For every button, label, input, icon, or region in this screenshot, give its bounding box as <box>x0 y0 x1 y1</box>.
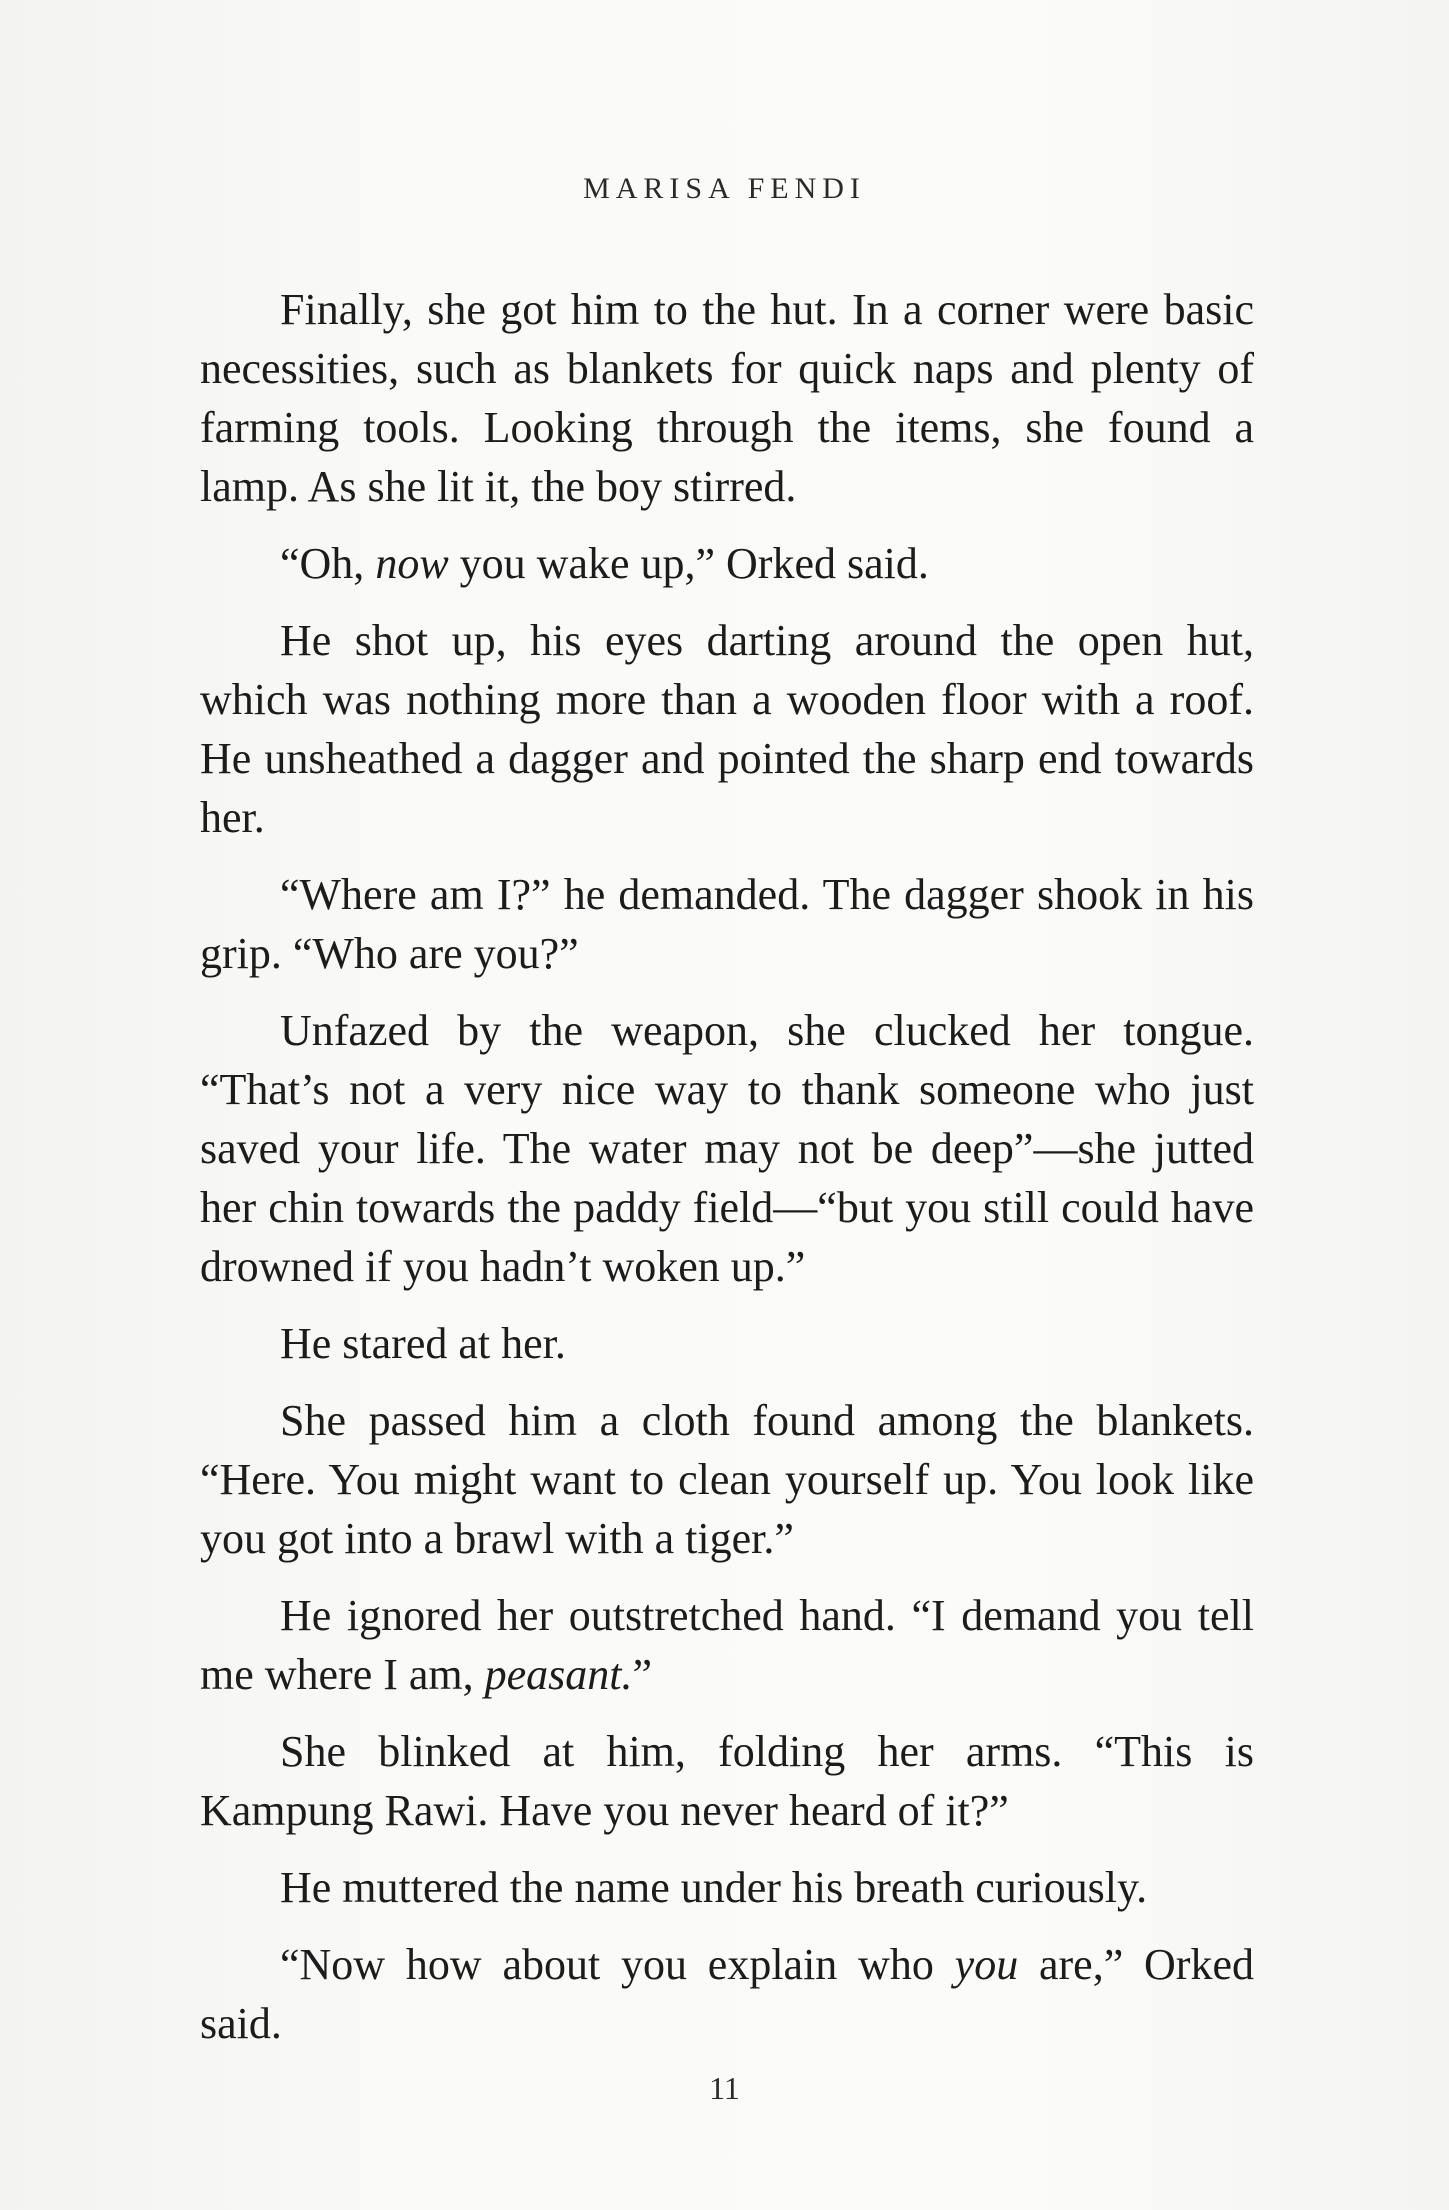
text-run: He muttered the name under his breath curiously. <box>280 1863 1148 1912</box>
paragraph-4 <box>200 865 1254 983</box>
text-run: Finally, she got him to the hut. In a corner were basic necessities, such as blankets for quick naps and plenty of farming tools. Looking through the items, she found a lamp. As she lit it, the boy stirred. <box>200 285 1254 511</box>
text-run: Unfazed by the weapon, she clucked her tongue. “That’s not a very nice way to thank someone who just saved your life. The water may not be deep”—she jutted her chin towards the paddy field—“but you still could have drowned if you hadn’t woken up.” <box>200 1006 1254 1291</box>
text-run: He ignored her outstretched hand. “I demand you tell me where I am, <box>200 1591 1254 1699</box>
text-run: “Where am I?” he demanded. The dagger shook in his grip. “Who are you?” <box>200 870 1254 978</box>
text-run: “Oh, <box>280 539 376 588</box>
paragraph-11 <box>200 1935 1254 2053</box>
italic-run: you <box>954 1940 1019 1989</box>
body-text <box>200 280 1254 2071</box>
page-number: 11 <box>709 2070 740 2106</box>
text-run: He stared at her. <box>280 1319 566 1368</box>
text-run: She blinked at him, folding her arms. “This is Kampung Rawi. Have you never heard of it?” <box>200 1727 1254 1835</box>
text-run: are,” Orked said. <box>200 1940 1254 2048</box>
paragraph-9 <box>200 1722 1254 1840</box>
text-run: you wake up,” Orked said. <box>448 539 929 588</box>
text-run: She passed him a cloth found among the blankets. “Here. You might want to clean yourself up. You look like you got into a brawl with a tiger.” <box>200 1396 1254 1563</box>
paragraph-7 <box>200 1391 1254 1568</box>
paragraph-2 <box>200 534 1254 593</box>
text-run: “Now how about you explain who <box>280 1940 955 1989</box>
italic-run: peasant. <box>484 1650 633 1699</box>
text-run: ” <box>632 1650 653 1699</box>
paragraph-3 <box>200 611 1254 847</box>
paragraph-8 <box>200 1586 1254 1704</box>
paragraph-5 <box>200 1001 1254 1296</box>
paragraph-1 <box>200 280 1254 516</box>
paragraph-10 <box>200 1858 1254 1917</box>
running-head: MARISA FENDI <box>583 172 866 205</box>
text-run: He shot up, his eyes darting around the open hut, which was nothing more than a wooden floor with a roof. He unsheathed a dagger and pointed the sharp end towards her. <box>200 616 1254 842</box>
paragraph-6 <box>200 1314 1254 1373</box>
italic-run: now <box>375 539 449 588</box>
